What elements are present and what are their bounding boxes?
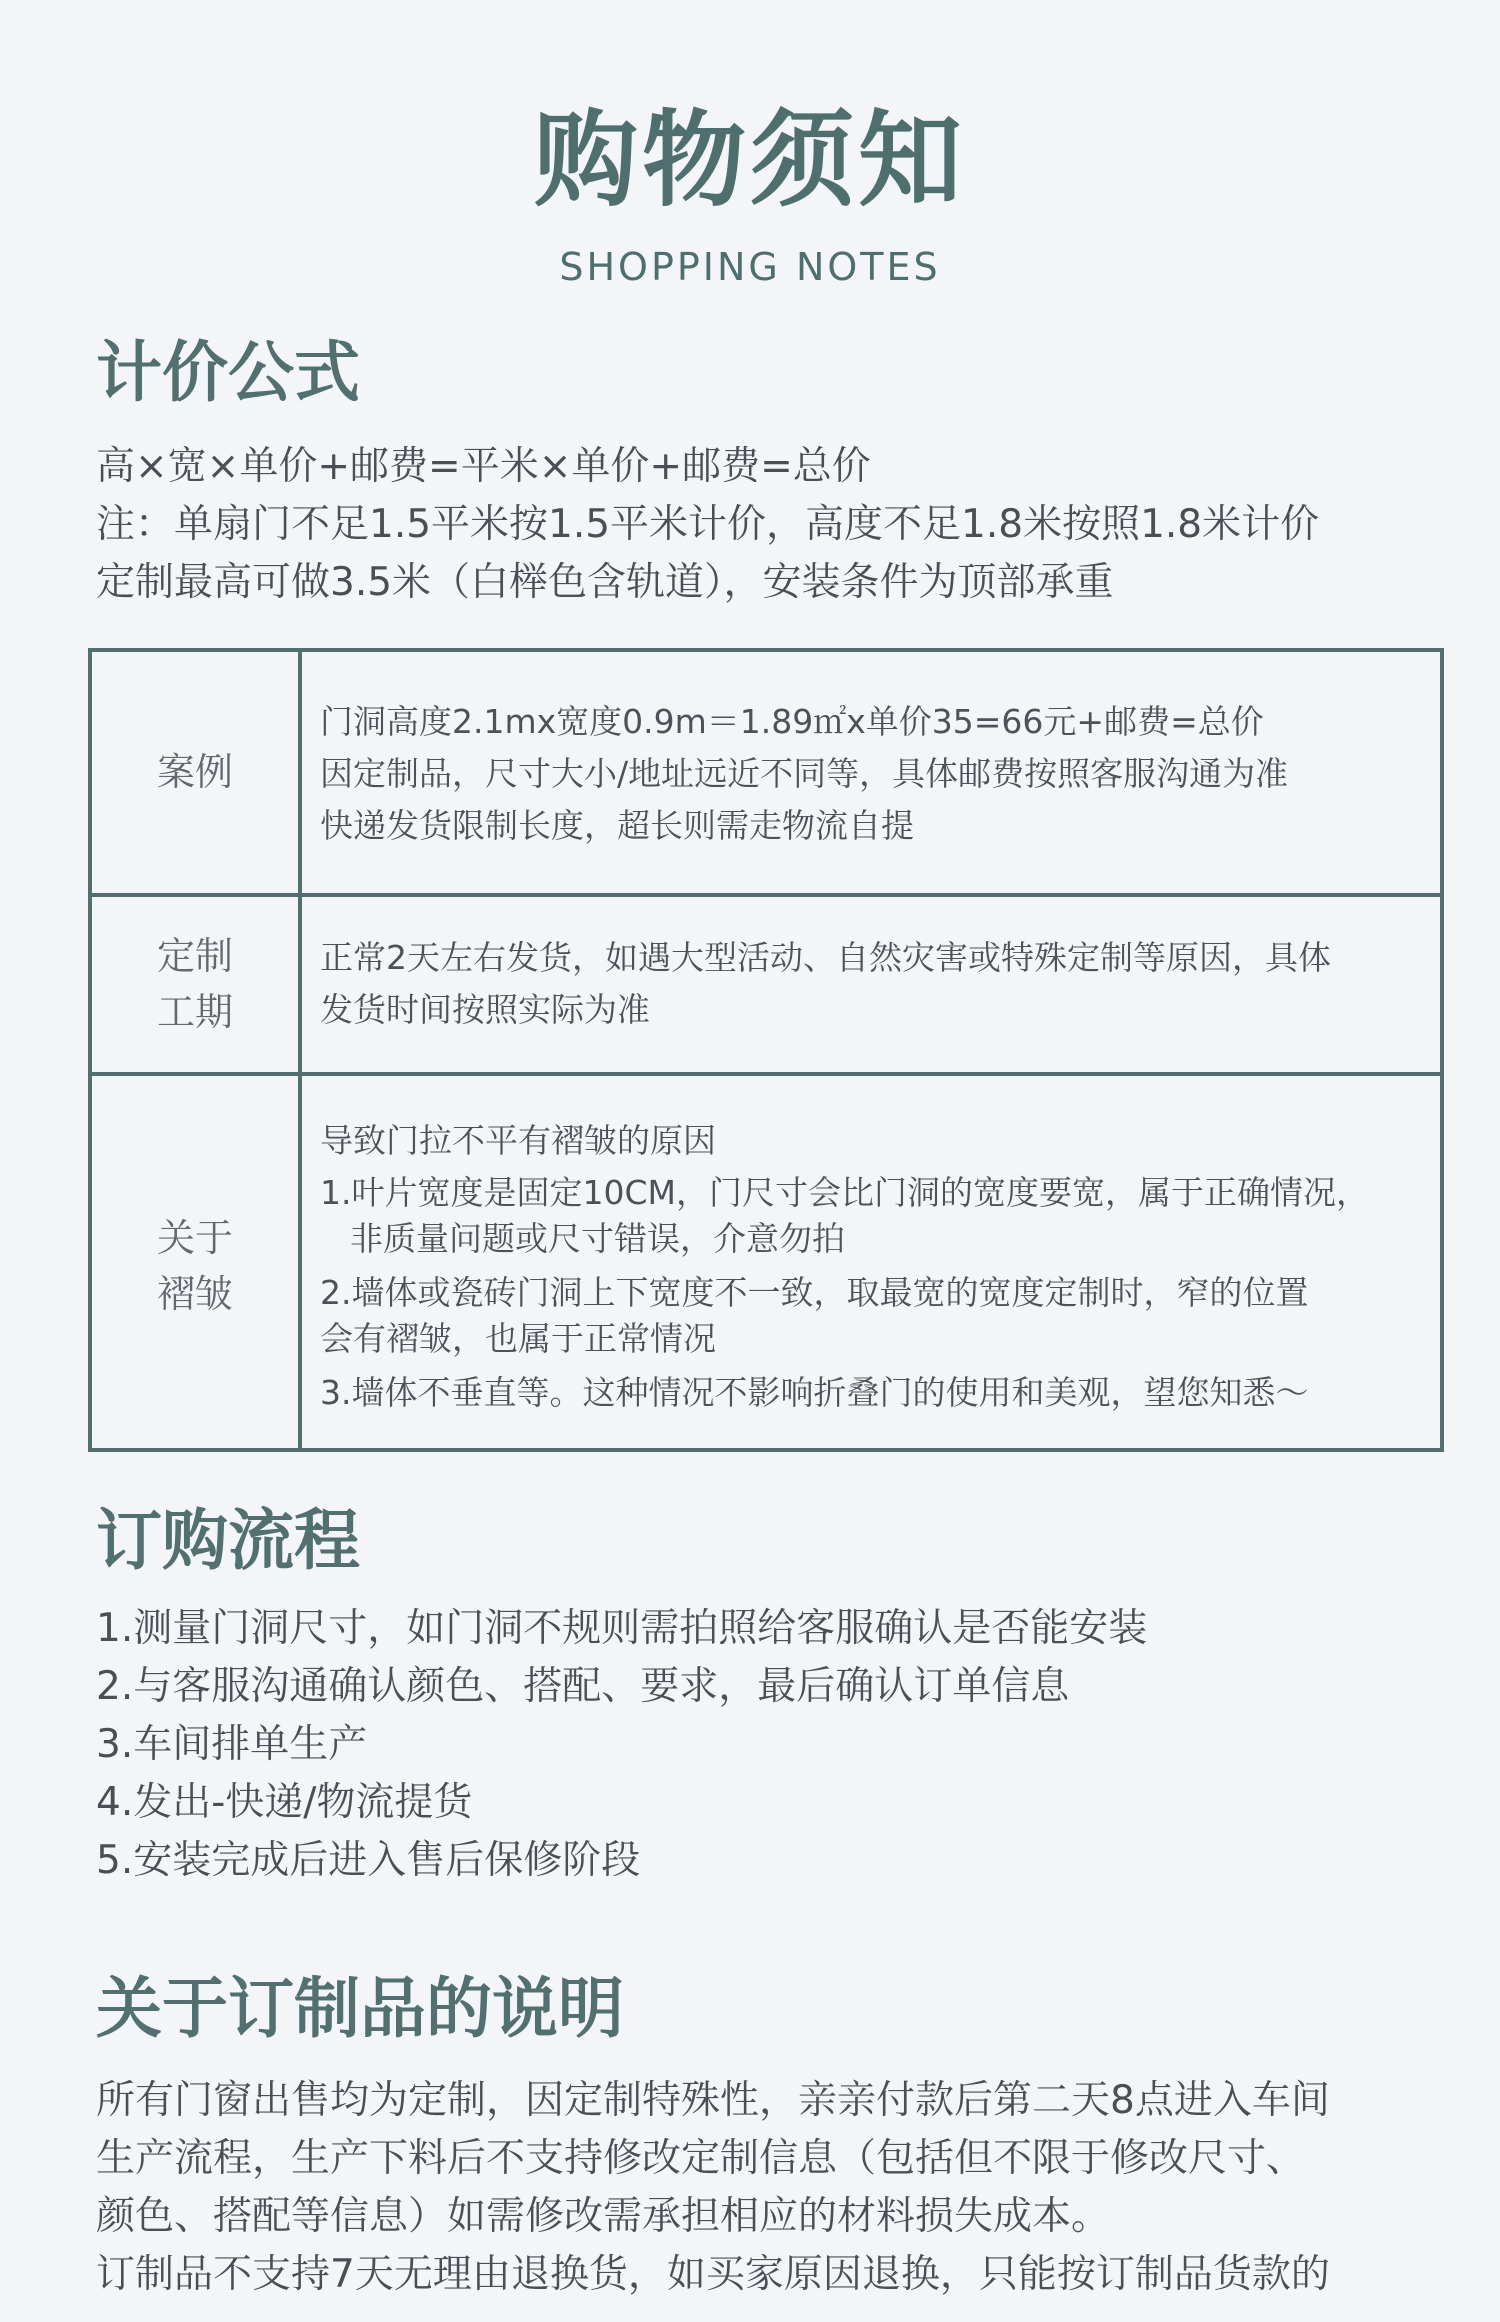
table-cell-line: 3.墙体不垂直等。这种情况不影响折叠门的使用和美观，望您知悉～: [320, 1373, 1309, 1412]
list-item: 1.测量门洞尺寸，如门洞不规则需拍照给客服确认是否能安装: [96, 1606, 1148, 1651]
page-subtitle: SHOPPING NOTES: [559, 245, 941, 289]
table-divider-horizontal: [92, 1072, 1440, 1076]
custom-notes-heading: 关于订制品的说明: [96, 1970, 624, 2047]
list-item: 4.发出-快递/物流提货: [96, 1780, 473, 1825]
table-cell-line: 非质量问题或尺寸错误，介意勿拍: [350, 1219, 845, 1258]
table-cell-line: 门洞高度2.1mx宽度0.9m＝1.89㎡x单价35=66元+邮费=总价: [320, 702, 1264, 741]
table-row-body-lead-time: [320, 932, 1420, 1036]
table-cell-line: 会有褶皱，也属于正常情况: [320, 1319, 716, 1358]
table-cell-line: 因定制品，尺寸大小/地址远近不同等，具体邮费按照客服沟通为准: [320, 754, 1289, 793]
list-item: 2.与客服沟通确认颜色、搭配、要求，最后确认订单信息: [96, 1664, 1070, 1709]
pricing-heading: 计价公式: [96, 334, 360, 411]
custom-notes-line: 颜色、搭配等信息）如需修改需承担相应的材料损失成本。: [96, 2194, 1111, 2239]
custom-notes-line: 所有门窗出售均为定制，因定制特殊性，亲亲付款后第二天8点进入车间: [96, 2078, 1330, 2123]
order-process-steps: [96, 1600, 1147, 1890]
table-row-label-example: 案例: [156, 750, 233, 794]
table-cell-line: 快递发货限制长度，超长则需走物流自提: [320, 806, 914, 845]
list-item: 5.安装完成后进入售后保修阶段: [96, 1838, 641, 1883]
table-cell-line: 2.墙体或瓷砖门洞上下宽度不一致，取最宽的宽度定制时，窄的位置: [320, 1273, 1309, 1312]
table-row-body-example: [320, 696, 1420, 852]
list-item: 3.车间排单生产: [96, 1722, 368, 1767]
table-row-body-wrinkles: [320, 1112, 1420, 1416]
pricing-text: [96, 438, 1319, 612]
table-cell-line: 1.叶片宽度是固定10CM，门尺寸会比门洞的宽度要宽，属于正确情况，: [320, 1173, 1369, 1212]
info-table: [88, 648, 1444, 1452]
order-process-heading: 订购流程: [96, 1502, 360, 1579]
table-cell-line: 发货时间按照实际为准: [320, 990, 650, 1029]
table-row-label-wrinkles: 关于 褶皱: [156, 1216, 233, 1316]
page-title: 购物须知: [533, 99, 966, 221]
pricing-line: 定制最高可做3.5米（白榉色含轨道），安装条件为顶部承重: [96, 560, 1114, 605]
custom-notes-line: 订制品不支持7天无理由退换货，如买家原因退换，只能按订制品货款的: [96, 2252, 1330, 2297]
custom-notes-line: 生产流程，生产下料后不支持修改定制信息（包括但不限于修改尺寸、: [96, 2136, 1306, 2181]
pricing-line: 注：单扇门不足1.5平米按1.5平米计价，高度不足1.8米按照1.8米计价: [96, 502, 1320, 547]
pricing-line: 高×宽×单价+邮费=平米×单价+邮费=总价: [96, 444, 871, 489]
table-divider-horizontal: [92, 893, 1440, 897]
table-row-label-lead-time: 定制 工期: [156, 934, 233, 1034]
table-cell-line: 导致门拉不平有褶皱的原因: [320, 1121, 716, 1160]
custom-notes-text: [96, 2072, 1330, 2304]
table-divider-vertical: [298, 652, 302, 1448]
table-cell-line: 正常2天左右发货，如遇大型活动、自然灾害或特殊定制等原因，具体: [320, 938, 1331, 977]
